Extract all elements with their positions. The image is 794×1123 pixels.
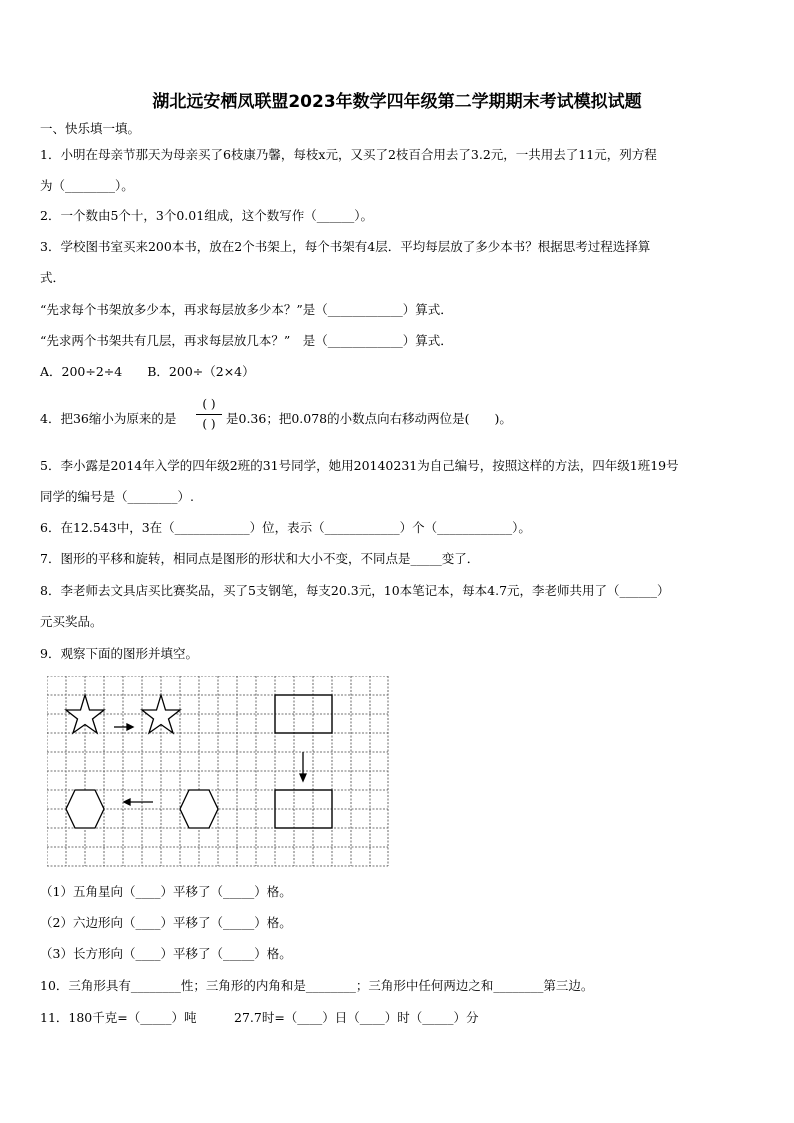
fraction-bar [196, 414, 222, 415]
question-9: 9．观察下面的图形并填空。 [40, 646, 198, 661]
fraction-denominator: ( ) [202, 417, 216, 431]
question-8-line-1: 8．李老师去文具店买比赛奖品，买了5支钢笔，每支20.3元，10本笔记本，每本4.7元，李老师共用了（______） [40, 583, 670, 598]
question-1-line-2: 为（________）。 [40, 178, 134, 193]
right-arrow-icon [114, 724, 133, 730]
question-3-line-2: 式． [40, 270, 66, 285]
question-9-sub-1: （1）五角星向（____）平移了（_____）格。 [40, 884, 292, 899]
hexagon-translated-shape [66, 790, 104, 828]
question-7: 7．图形的平移和旋转，相同点是图形的形状和大小不变，不同点是_____变了． [40, 551, 480, 566]
question-6: 6．在12.543中，3在（____________）位，表示（____________）个（____________）。 [40, 520, 531, 535]
question-11: 11．180千克=（_____）吨 27.7时=（____）日（____）时（_____）分 [40, 1010, 479, 1025]
question-8-line-2: 元买奖品。 [40, 614, 103, 629]
question-5-line-1: 5．李小露是2014年入学的四年级2班的31号同学，她用20140231为自己编号，按照这样的方法，四年级1班19号 [40, 458, 679, 473]
left-arrow-icon [124, 799, 153, 805]
question-4-suffix: 是0.36；把0.078的小数点向右移动两位是( )。 [226, 411, 512, 426]
question-3-line-1: 3．学校图书室买来200本书，放在2个书架上，每个书架有4层．平均每层放了多少本书？根据思考过程选择算 [40, 239, 651, 254]
question-9-sub-2: （2）六边形向（____）平移了（_____）格。 [40, 915, 292, 930]
down-arrow-icon [300, 752, 306, 781]
star-translated-shape [142, 695, 180, 733]
question-3-line-4: “先求两个书架共有几层，再求每层放几本？” 是（____________）算式． [40, 333, 453, 348]
question-1-line-1: 1．小明在母亲节那天为母亲买了6枝康乃馨，每枝x元，又买了2枝百合用去了3.2元，一共用去了11元，列方程 [40, 147, 657, 162]
question-5-line-2: 同学的编号是（________）. [40, 489, 194, 504]
hexagon-original-shape [180, 790, 218, 828]
question-2: 2．一个数由5个十，3个0.01组成，这个数写作（______）。 [40, 208, 373, 223]
question-3-line-3: “先求每个书架放多少本，再求每层放多少本？”是（____________）算式． [40, 302, 453, 317]
fraction-numerator: ( ) [202, 397, 216, 411]
question-4-fraction [196, 396, 222, 433]
translation-grid-figure [47, 676, 389, 868]
dashed-grid [47, 676, 388, 866]
page-title: 湖北远安栖凤联盟2023年数学四年级第二学期期末考试模拟试题 [152, 92, 642, 112]
question-9-sub-3: （3）长方形向（____）平移了（_____）格。 [40, 946, 292, 961]
question-4-prefix: 4．把36缩小为原来的是 [40, 411, 177, 426]
section-heading: 一、快乐填一填。 [40, 121, 141, 136]
question-10: 10．三角形具有________性；三角形的内角和是________；三角形中任何两边之和________第三边。 [40, 978, 594, 993]
question-3-options: A．200÷2÷4 B．200÷（2×4） [40, 364, 255, 379]
star-original-shape [66, 695, 104, 733]
